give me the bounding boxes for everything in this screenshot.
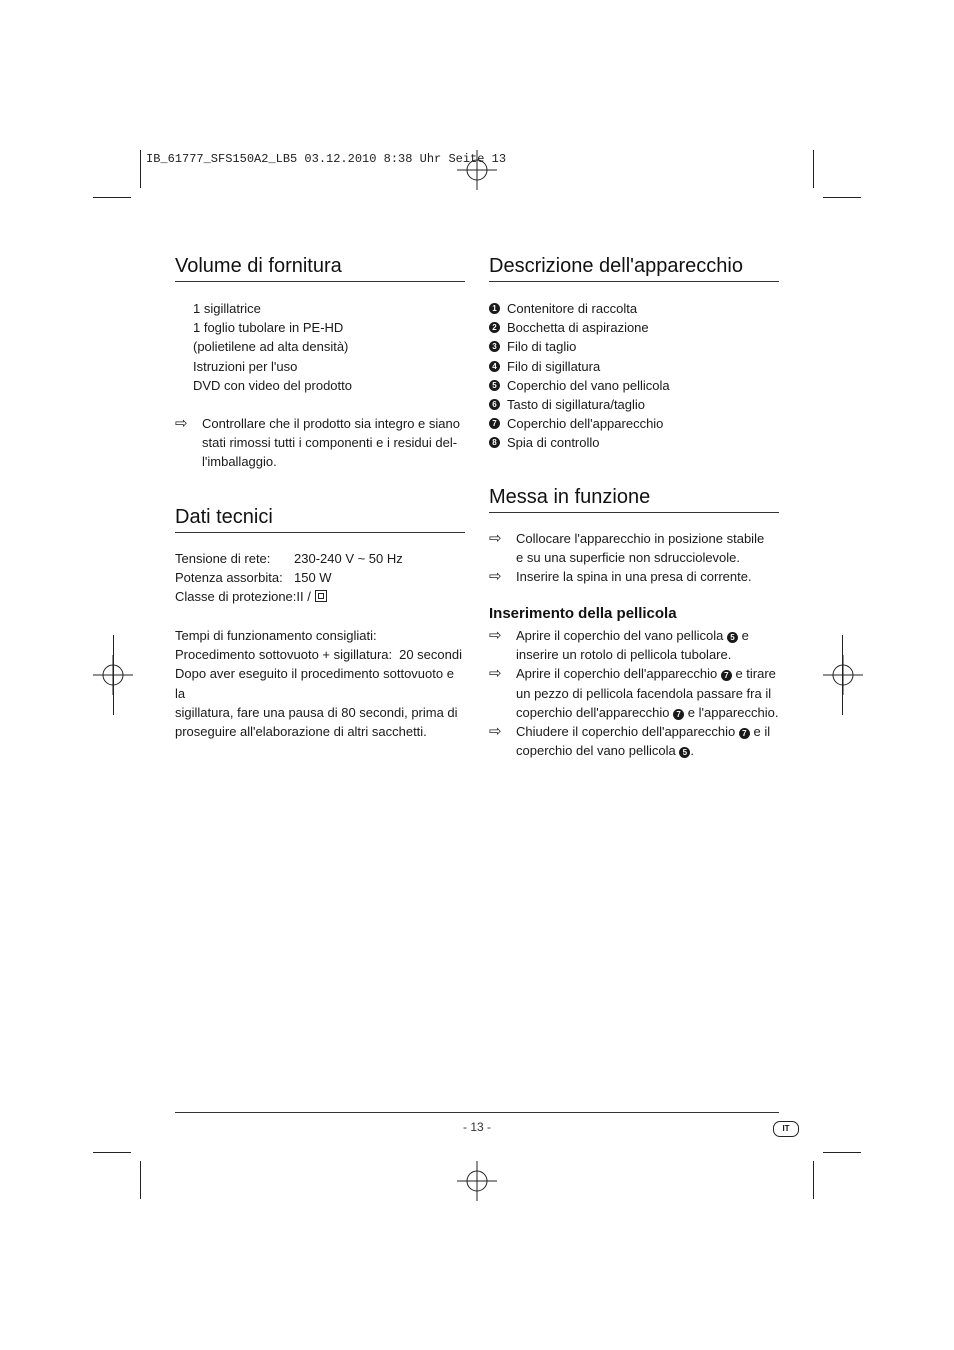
crop-mark [813,1161,814,1199]
crop-mark [140,1161,141,1199]
number-3-icon: 3 [489,341,500,352]
number-5-icon: 5 [679,747,690,758]
right-arrow-icon: ⇨ [175,415,188,432]
film-steps [489,626,781,760]
spec-label: Potenza assorbita: [175,570,283,586]
footer-rule [175,1112,779,1113]
crop-mark [823,197,861,198]
number-5-icon: 5 [489,380,500,391]
print-slug: IB_61777_SFS150A2_LB5 03.12.2010 8:38 Uhr Seite 13 [146,152,507,166]
check-note [175,414,467,472]
part-label: Spia di controllo [507,435,600,451]
section-title-volume: Volume di fornitura [175,253,465,282]
part-item [489,337,779,356]
right-arrow-icon: ⇨ [489,568,502,586]
part-item [489,299,779,318]
film-step [489,664,781,722]
crop-mark [140,150,141,188]
step-line: Aprire il coperchio dell'apparecchio 7 e tirare [516,666,776,682]
right-arrow-icon: ⇨ [489,723,502,741]
pause-line: proseguire all'elaborazione di altri sacchetti. [175,724,427,740]
right-arrow-icon: ⇨ [489,627,502,644]
spec-label: Tensione di rete: [175,551,271,566]
step-line: coperchio del vano pellicola 5 . [516,743,694,759]
proc-label: Procedimento sottovuoto + sigillatura: [175,647,393,663]
film-step [489,626,781,664]
note-line: Controllare che il prodotto sia integro e siano [202,416,460,431]
crop-mark [113,635,114,715]
list-item: Istruzioni per l'uso [193,358,298,374]
setup-steps [489,529,781,587]
spec-value: 150 W [294,570,332,586]
crop-mark [813,150,814,188]
spec-value: II / [296,589,311,605]
number-7-icon: 7 [489,418,500,429]
spec-row [175,587,467,606]
supply-list [193,299,463,395]
protection-class-ii-icon [315,590,327,602]
tempi-heading: Tempi di funzionamento consigliati: [175,628,377,643]
note-line: l'imballaggio. [202,454,277,470]
step-line: inserire un rotolo di pellicola tubolare. [516,647,732,663]
list-item: DVD con video del prodotto [193,377,352,393]
language-badge: IT [773,1121,799,1137]
operating-times [175,626,467,741]
spec-table [175,549,467,607]
parts-list [489,299,779,453]
list-item: 1 sigillatrice [193,301,261,316]
crop-mark [93,197,131,198]
part-label: Filo di sigillatura [507,358,601,374]
proc-row [175,645,467,664]
list-item: 1 foglio tubolare in PE-HD [193,320,344,336]
number-8-icon: 8 [489,437,500,448]
setup-step [489,567,781,586]
number-6-icon: 6 [489,399,500,410]
subsection-title-pellicola: Inserimento della pellicola [489,605,677,622]
note-line: stati rimossi tutti i componenti e i residui del- [202,435,458,451]
part-label: Contenitore di raccolta [507,301,638,316]
registration-mark-icon [457,1161,497,1201]
number-5-icon: 5 [727,632,738,643]
part-label: Tasto di sigillatura/taglio [507,397,646,413]
right-arrow-icon: ⇨ [489,530,502,547]
crop-mark [842,635,843,715]
part-item [489,376,779,395]
part-label: Coperchio del vano pellicola [507,377,670,393]
part-item [489,433,779,452]
part-item [489,395,779,414]
spec-label: Classe di protezione: [175,589,297,605]
crop-mark [93,1152,131,1153]
step-line: Collocare l'apparecchio in posizione stabile [516,531,765,546]
step-line: e su una superficie non sdrucciolevole. [516,550,741,566]
film-step [489,722,781,760]
pause-line: sigillatura, fare una pausa di 80 secondi, prima di [175,704,458,720]
step-line: Chiudere il coperchio dell'apparecchio 7 e il [516,724,771,740]
step-line: un pezzo di pellicola facendola passare fra il [516,685,772,701]
step-line: coperchio dell'apparecchio 7 e l'apparecchio. [516,704,779,720]
list-item: (polietilene ad alta densità) [193,339,349,355]
page-number: - 13 - [462,1120,491,1134]
part-label: Coperchio dell'apparecchio [507,416,664,432]
registration-mark-icon [457,150,497,190]
spec-row [175,568,467,587]
spec-row [175,549,467,568]
number-7-icon: 7 [721,670,732,681]
registration-mark-icon [823,655,863,695]
section-title-dati: Dati tecnici [175,504,465,533]
right-arrow-icon: ⇨ [489,665,502,683]
part-item [489,318,779,337]
setup-step [489,529,781,567]
part-item [489,414,779,433]
crop-mark [823,1152,861,1153]
number-1-icon: 1 [489,303,500,314]
step-line: Inserire la spina in una presa di corrente. [516,569,752,585]
pause-line: Dopo aver eseguito il procedimento sottovuoto e la [175,666,454,701]
part-label: Filo di taglio [507,339,577,355]
number-7-icon: 7 [673,709,684,720]
proc-value: 20 secondi [399,647,462,663]
number-4-icon: 4 [489,361,500,372]
section-title-descrizione: Descrizione dell'apparecchio [489,253,779,282]
step-line: Aprire il coperchio del vano pellicola 5 e [516,628,749,643]
part-item [489,357,779,376]
spec-value: 230-240 V ~ 50 Hz [294,551,403,566]
number-2-icon: 2 [489,322,500,333]
part-label: Bocchetta di aspirazione [507,320,649,336]
number-7-icon: 7 [739,728,750,739]
section-title-messa: Messa in funzione [489,484,779,513]
